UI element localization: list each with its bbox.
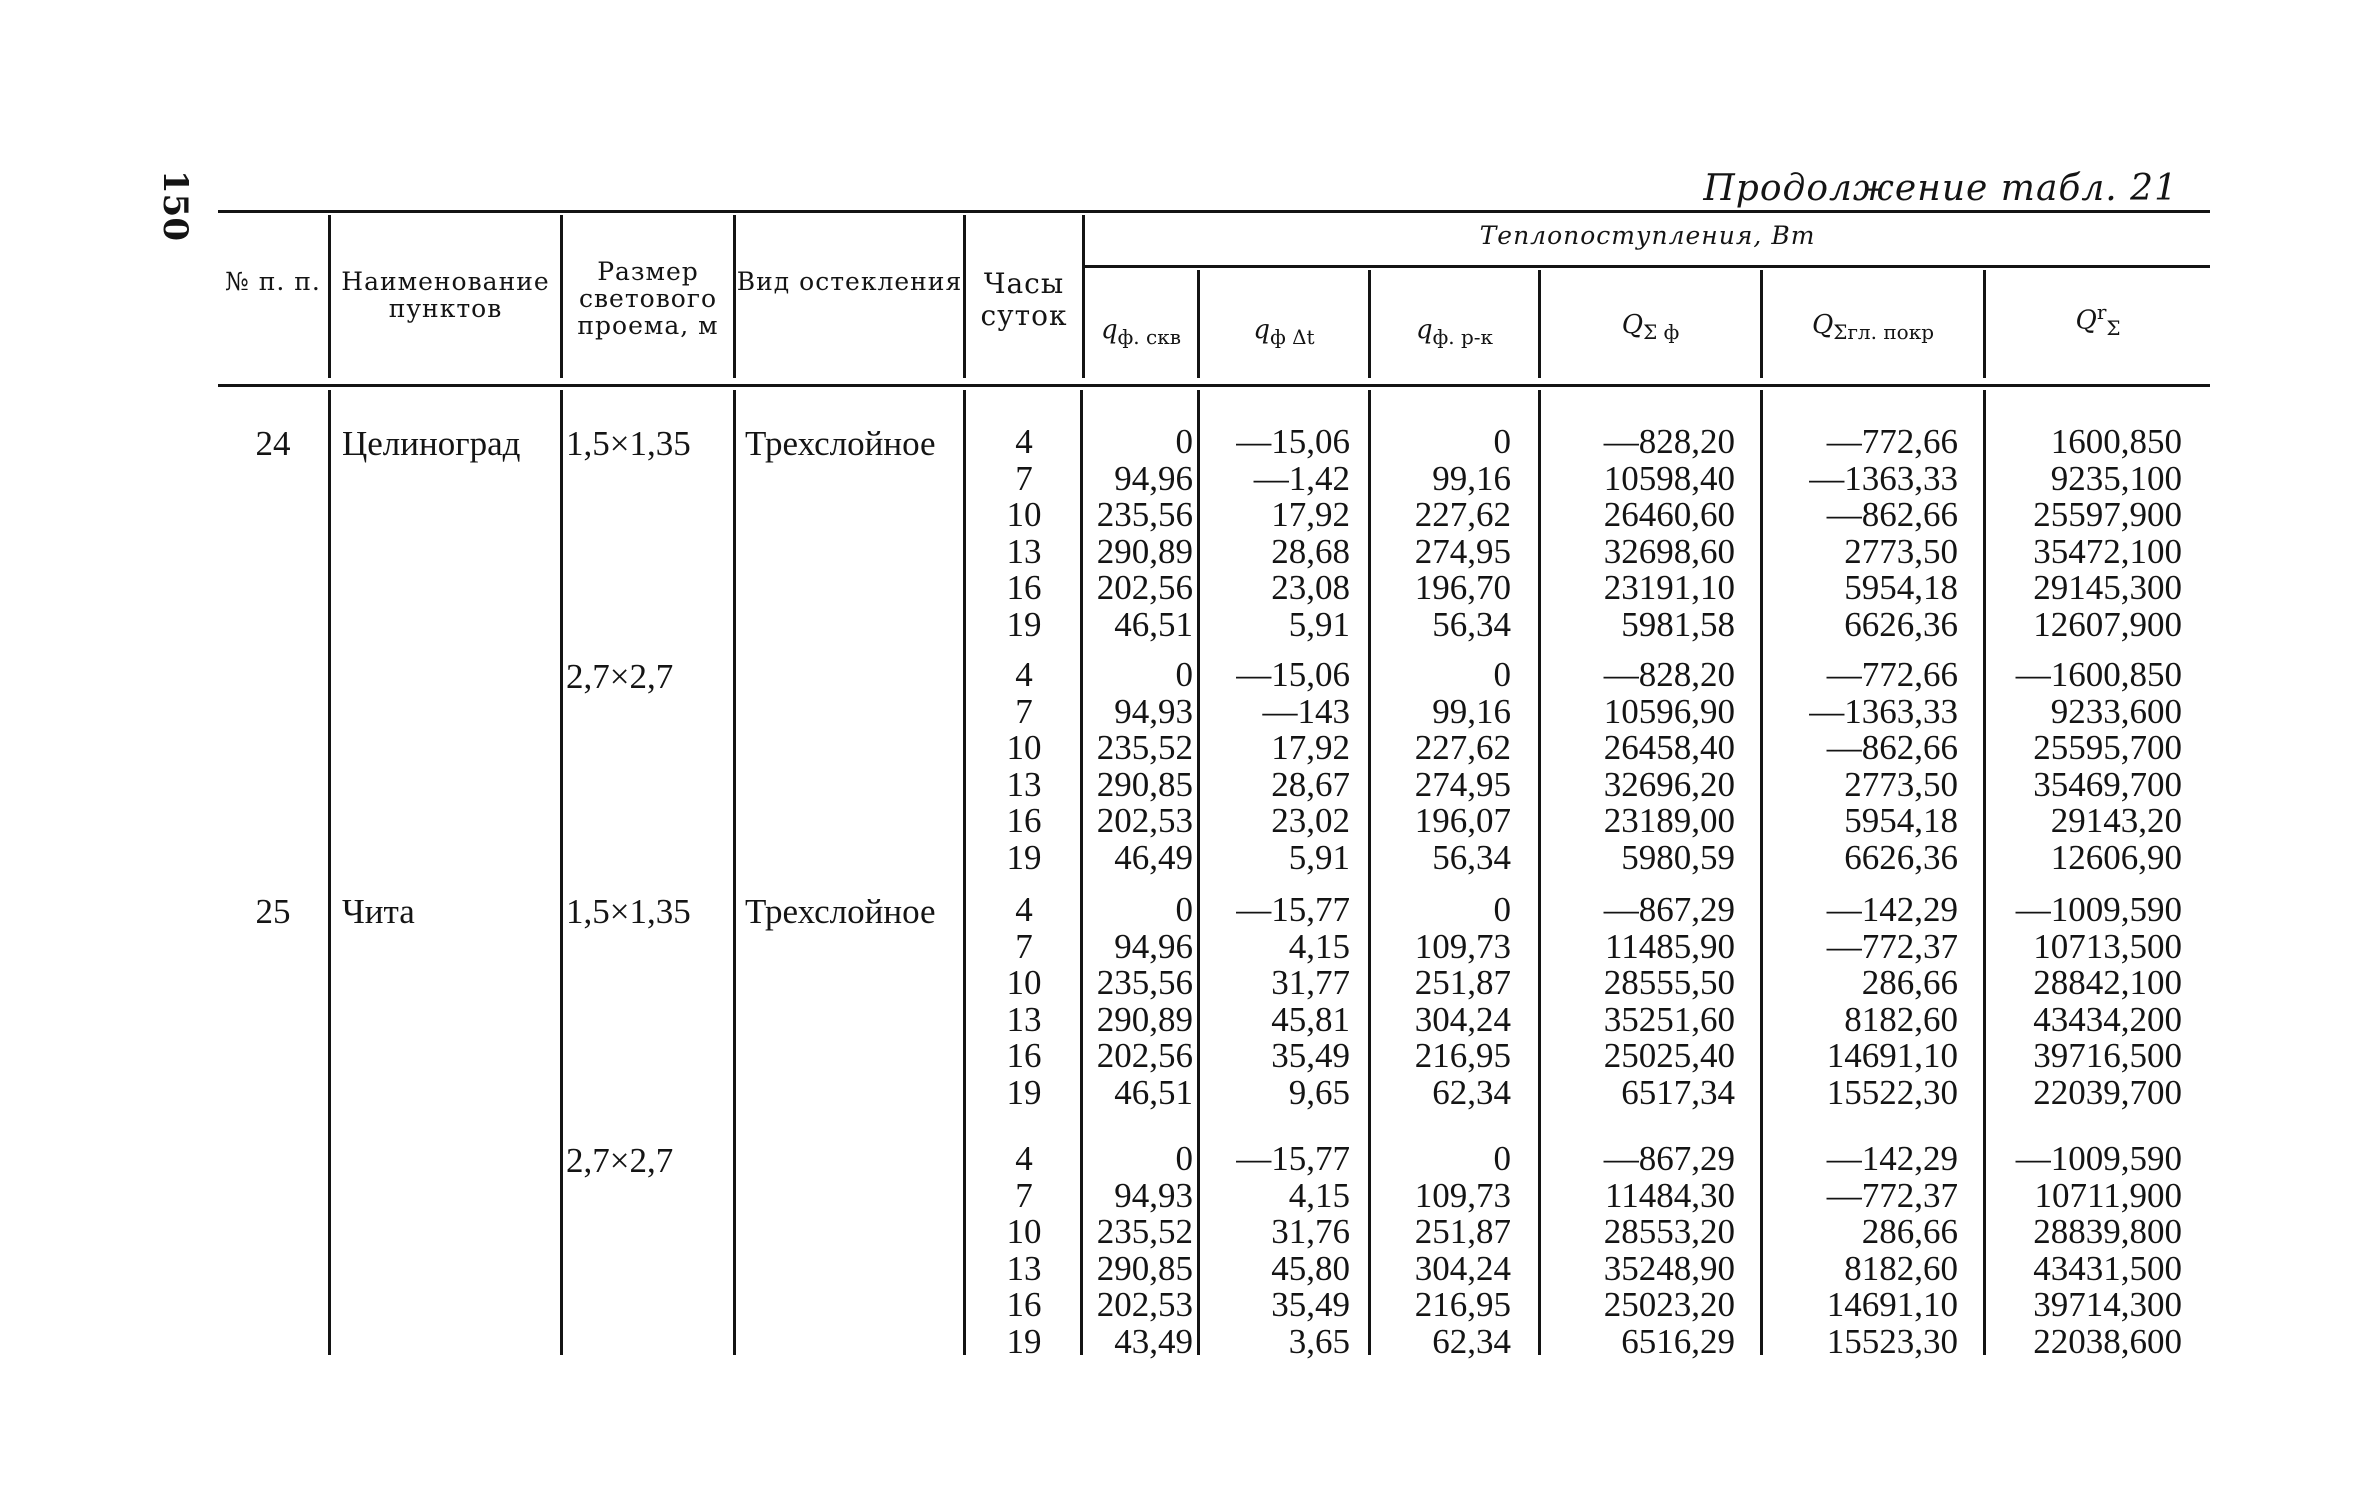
group-rule [1085, 265, 2210, 268]
opening-size: 2,7×2,7 [566, 657, 674, 696]
hours-cell: 4 7 10 13 16 19 [1006, 422, 1042, 644]
header-q-fdt: $q_{ф \Delta t}$ [1253, 315, 1315, 350]
q-frk-cell: 0 99,16 227,62 274,95 196,70 56,34 [1414, 422, 1511, 644]
q-fskv-cell: 0 94,93 235,52 290,85 202,53 43,49 [1096, 1139, 1193, 1361]
page-number: 150 [155, 170, 195, 241]
Q-sf-cell: —867,29 11484,30 28553,20 35248,90 25023,20 6516,29 [1603, 1139, 1735, 1361]
q-fskv-cell: 0 94,96 235,56 290,89 202,56 46,51 [1096, 890, 1193, 1112]
Q-sgl-cell: —772,66 —1363,33 —862,66 2773,50 5954,18 6626,36 [1809, 655, 1958, 877]
Q-sf-cell: —867,29 11485,90 28555,50 35251,60 25025,40 6517,34 [1603, 890, 1735, 1112]
Q-sf-cell: —828,20 10598,40 26460,60 32698,60 23191,10 5981,58 [1603, 422, 1735, 644]
city-name: Целиноград [342, 424, 521, 463]
glazing-type: Трехслойное [745, 892, 936, 931]
q-fdt-cell: —15,77 4,15 31,77 45,81 35,49 9,65 [1236, 890, 1350, 1112]
Q-sgl-cell: —142,29 —772,37 286,66 8182,60 14691,10 15523,30 [1826, 1139, 1958, 1361]
header-hours: Часы суток [980, 267, 1068, 332]
row-number: 25 [255, 892, 291, 931]
header-q-fskv: $q_{ф. скв}$ [1101, 315, 1181, 350]
Q-sgl-cell: —772,66 —1363,33 —862,66 2773,50 5954,18 6626,36 [1809, 422, 1958, 644]
Q-rs-cell: —1009,590 10713,500 28842,100 43434,200 39716,500 22039,700 [2015, 890, 2182, 1112]
body-vline [560, 390, 563, 1355]
header-Q-rs: $Q^r_\Sigma$ [2075, 300, 2121, 340]
glazing-type: Трехслойное [745, 424, 936, 463]
q-frk-cell: 0 109,73 251,87 304,24 216,95 62,34 [1414, 1139, 1511, 1361]
Q-rs-cell: —1600,850 9233,600 25595,700 35469,700 29143,20 12606,90 [2015, 655, 2182, 877]
header-bottom-rule [218, 384, 2210, 387]
q-fskv-cell: 0 94,93 235,52 290,85 202,53 46,49 [1096, 655, 1193, 877]
header-name: Наименование пунктов [341, 267, 550, 323]
header-Q-sf: $Q_{\Sigma ф}$ [1621, 310, 1680, 345]
q-frk-cell: 0 109,73 251,87 304,24 216,95 62,34 [1414, 890, 1511, 1112]
hours-cell: 4 7 10 13 16 19 [1006, 655, 1042, 877]
Q-rs-cell: —1009,590 10711,900 28839,800 43431,500 39714,300 22038,600 [2015, 1139, 2182, 1361]
header-no: № п. п. [225, 267, 321, 296]
body-vline [328, 390, 331, 1355]
header-q-frk: $q_{ф. р-к}$ [1415, 315, 1494, 350]
opening-size: 1,5×1,35 [566, 424, 691, 463]
body-vline [733, 390, 736, 1355]
q-fskv-cell: 0 94,96 235,56 290,89 202,56 46,51 [1096, 422, 1193, 644]
Q-sgl-cell: —142,29 —772,37 286,66 8182,60 14691,10 15522,30 [1826, 890, 1958, 1112]
header-Q-sgl: $Q_{\Sigma гл. покр}$ [1811, 310, 1935, 345]
opening-size: 2,7×2,7 [566, 1141, 674, 1180]
hdr-vline [733, 215, 736, 378]
header-glazing: Вид остекления [736, 267, 963, 296]
hours-cell: 4 7 10 13 16 19 [1006, 1139, 1042, 1361]
hours-cell: 4 7 10 13 16 19 [1006, 890, 1042, 1112]
q-fdt-cell: —15,06 —143 17,92 28,67 23,02 5,91 [1236, 655, 1350, 877]
header-size: Размер светового проема, м [577, 257, 719, 340]
row-number: 24 [255, 424, 291, 463]
q-fdt-cell: —15,77 4,15 31,76 45,80 35,49 3,65 [1236, 1139, 1350, 1361]
top-rule [218, 210, 2210, 213]
table-caption: Продолжение табл. 21 [1703, 168, 2178, 209]
city-name: Чита [342, 892, 415, 931]
Q-rs-cell: 1600,850 9235,100 25597,900 35472,100 29145,300 12607,900 [2033, 422, 2182, 644]
q-fdt-cell: —15,06 —1,42 17,92 28,68 23,08 5,91 [1236, 422, 1350, 644]
header-group: Теплопоступления, Вт [1479, 221, 1816, 250]
q-frk-cell: 0 99,16 227,62 274,95 196,07 56,34 [1414, 655, 1511, 877]
Q-sf-cell: —828,20 10596,90 26458,40 32696,20 23189,00 5980,59 [1603, 655, 1735, 877]
opening-size: 1,5×1,35 [566, 892, 691, 931]
